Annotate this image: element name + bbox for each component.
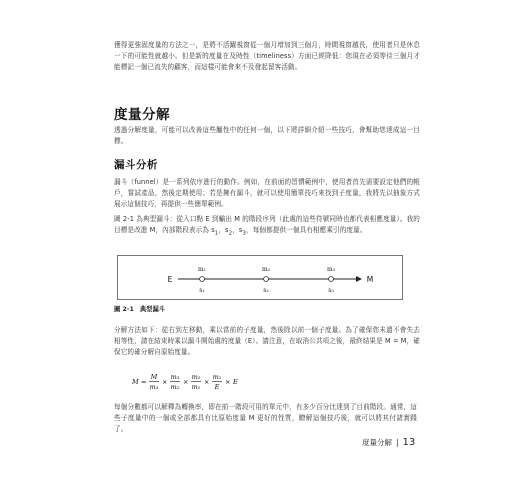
- footer-separator: |: [396, 438, 399, 447]
- figure-caption-label: 圖 2-1: [114, 306, 134, 313]
- paragraph-funnel-definition: 漏斗（funnel）是一系列依序進行的動作。例如，在前面的習慣範例中，使用者首先需要設定他們的帳戶，嘗試產品，然後定期使用；若是擁有漏斗，就可以使用簡單技巧來找到子度量，我將先以抽象方式展示這個技巧，再提供一些簡單範例。: [114, 178, 420, 208]
- formula-denominator: m₂: [170, 383, 180, 391]
- formula-tail: E: [233, 378, 238, 386]
- formula-denominator: E: [214, 383, 220, 391]
- paragraph-intro: 獲得更強固度量的方法之一，是將不活躍視窗從一個月增加到三個月，時間視窗越長，使用者只是休息一下的可能性就越小。但是新的度量在及時性（timeliness）方面已經降低：您現在必須等待三個月才能標記一個已流失的顧客，而這樣可能會來不及發起留客活動。: [114, 41, 420, 71]
- formula-numerator: m₁: [212, 373, 222, 381]
- subscript-1: 1: [214, 230, 219, 237]
- figure-reference-suffix: ，每個都提供一個具有相應乘引的度量。: [246, 226, 367, 234]
- formula-times: ×: [204, 378, 210, 386]
- section-heading: 度量分解: [114, 107, 170, 123]
- formula-denominator: m₃: [149, 383, 159, 391]
- paragraph-conversion-rate: 每個分數都可以解釋為轉換率，即在前一階段可用的單元中，有多少百分比達到了目前階段。通常，這些子度量中的一個或全部都具有比原始度量 M 更好的性質，瞭解這個技巧後，就可以將其付諸實踐了。: [114, 403, 417, 433]
- formula-denominator: m₁: [191, 383, 201, 391]
- formula-times: ×: [162, 378, 168, 386]
- figure-caption-title: 典型漏斗: [139, 306, 166, 313]
- funnel-stage-top-label: m₃: [326, 266, 336, 273]
- formula-lhs: M: [132, 378, 139, 386]
- formula-equals: =: [141, 378, 147, 386]
- subsection-heading: 漏斗分析: [114, 159, 158, 171]
- figure-reference-text: 圖 2-1 為典型漏斗：從入口點 E 到輸出 M 的階段序列（此處的這些符號同時也都代表相應度量）。我的目標是改進 M，內部階段表示為 s: [114, 215, 420, 234]
- funnel-end-label: M: [366, 275, 374, 284]
- funnel-stage-bottom-label: s₁: [199, 287, 205, 294]
- formula-times: ×: [183, 378, 189, 386]
- formula-numerator: M: [150, 373, 158, 381]
- figure-caption: [114, 304, 165, 313]
- subscript-3: 3: [242, 230, 247, 237]
- funnel-stage-node: [329, 277, 334, 282]
- formula-times: ×: [225, 378, 231, 386]
- paragraph-decomposition-method: 分解方法如下：從右到左移動，乘以當前的子度量，然後除以前一個子度量。為了確保您未遺不會失去相等性，請在結束時乘以漏斗開始處的度量（E）。請注意，在取消公共項之後，最終結果是 M = M，確保它的確分解自原始度量。: [114, 326, 420, 356]
- funnel-stage-top-label: m₂: [261, 266, 271, 273]
- subscript-2: 2: [228, 230, 233, 237]
- decomposition-formula: [132, 371, 272, 393]
- footer-section-title: 度量分解: [362, 438, 392, 447]
- funnel-stage-bottom-label: s₃: [328, 287, 334, 294]
- paragraph-figure-reference: [114, 214, 420, 239]
- figure-reference-sep-2: ，s: [232, 226, 243, 234]
- page-footer: [362, 437, 415, 448]
- funnel-diagram-svg: [118, 256, 404, 301]
- page-number: 13: [402, 437, 416, 448]
- figure-reference-sep-1: ，s: [218, 226, 229, 234]
- formula-numerator: m₂: [191, 373, 201, 381]
- funnel-start-label: E: [167, 275, 173, 284]
- arrow-head-icon: [356, 276, 362, 282]
- funnel-stage-bottom-label: s₂: [263, 287, 269, 294]
- funnel-stage-node: [200, 277, 205, 282]
- formula-numerator: m₃: [170, 373, 180, 381]
- funnel-stage-node: [264, 277, 269, 282]
- funnel-diagram: [117, 255, 403, 300]
- paragraph-decomposition-intro: 透過分解度量，可能可以改善這些屬性中的任何一個，以下將詳細介紹一些技巧，會幫助您達成這一目標。: [114, 126, 420, 145]
- funnel-stage-top-label: m₁: [197, 266, 207, 273]
